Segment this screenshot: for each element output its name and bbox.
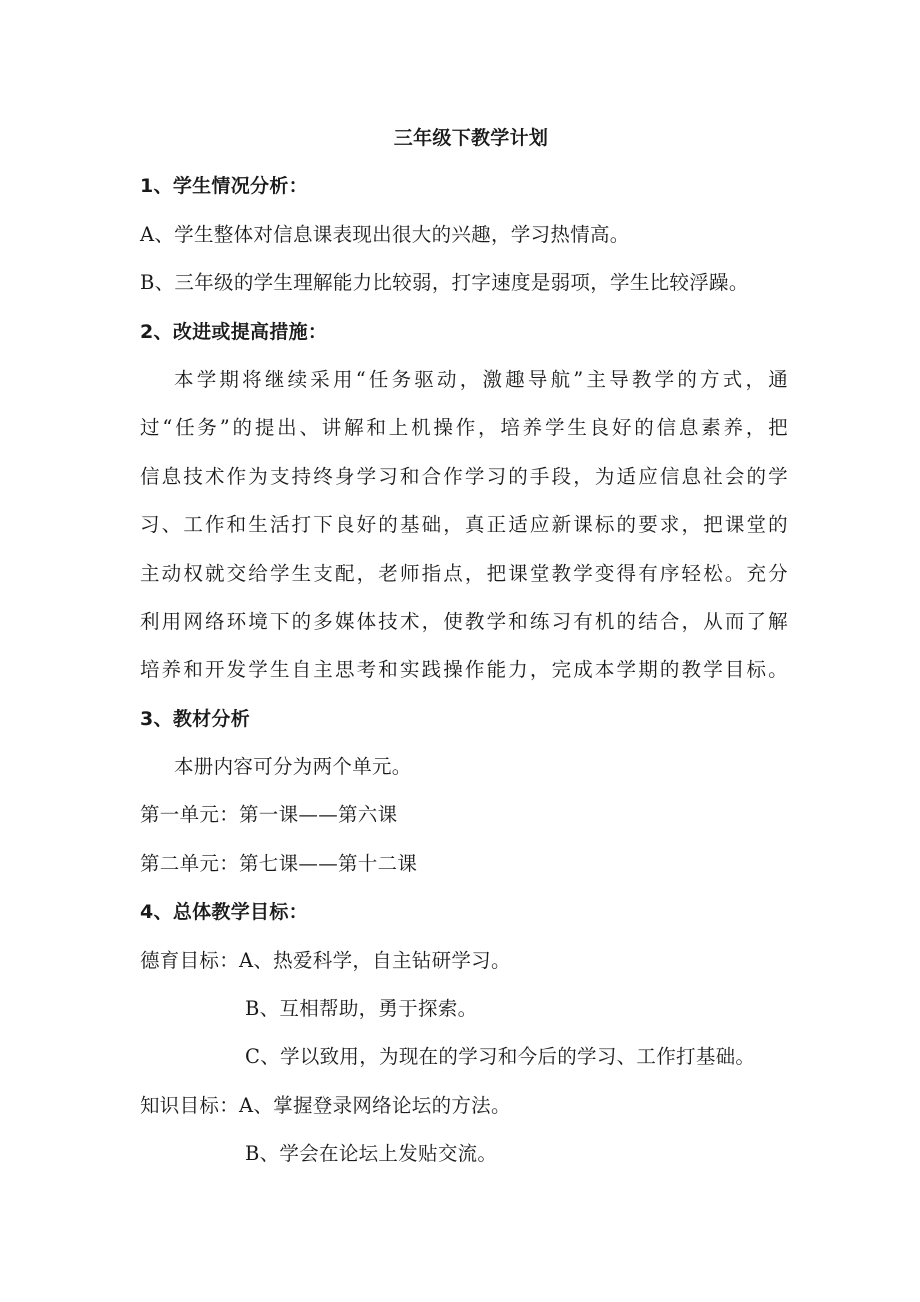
- moral-goal-b: B、互相帮助，勇于探索。: [245, 997, 478, 1021]
- unit-two: 第二单元：第七课——第十二课: [140, 851, 418, 875]
- improvement-paragraph-line: 习、工作和生活打下良好的基础，真正适应新课标的要求，把课堂的: [140, 513, 788, 537]
- textbook-intro: 本册内容可分为两个单元。: [174, 755, 412, 779]
- improvement-paragraph-line: 本学期将继续采用“任务驱动，激趣导航”主导教学的方式，通: [174, 367, 788, 391]
- improvement-paragraph-line: 利用网络环境下的多媒体技术，使教学和练习有机的结合，从而了解: [140, 609, 788, 633]
- knowledge-goal-b: B、学会在论坛上发贴交流。: [245, 1142, 498, 1166]
- moral-goal-c: C、学以致用，为现在的学习和今后的学习、工作打基础。: [245, 1045, 756, 1069]
- student-analysis-item-b: B、三年级的学生理解能力比较弱，打字速度是弱项，学生比较浮躁。: [140, 271, 749, 295]
- improvement-paragraph-line: 主动权就交给学生支配，老师指点，把课堂教学变得有序轻松。充分: [140, 561, 788, 585]
- knowledge-goal-a: 知识目标：A、掌握登录网络论坛的方法。: [140, 1093, 511, 1117]
- student-analysis-item-a: A、学生整体对信息课表现出很大的兴趣，学习热情高。: [140, 222, 630, 246]
- unit-one: 第一单元：第一课——第六课: [140, 803, 398, 827]
- section-heading-textbook-analysis: 3、教材分析: [140, 707, 251, 730]
- section-heading-improvement: 2、改进或提高措施：: [140, 320, 328, 343]
- improvement-paragraph-line: 信息技术作为支持终身学习和合作学习的手段，为适应信息社会的学: [140, 464, 788, 488]
- document-title: 三年级下教学计划: [393, 127, 549, 149]
- moral-goal-a: 德育目标：A、热爱科学，自主钻研学习。: [140, 948, 511, 972]
- section-heading-teaching-goals: 4、总体教学目标：: [140, 901, 308, 924]
- section-heading-student-analysis: 1、学生情况分析：: [140, 175, 308, 198]
- document-page: [140, 114, 788, 1179]
- improvement-paragraph-line: 过“任务”的提出、讲解和上机操作，培养学生良好的信息素养，把: [140, 416, 788, 440]
- improvement-paragraph-line: 培养和开发学生自主思考和实践操作能力，完成本学期的教学目标。: [140, 658, 788, 682]
